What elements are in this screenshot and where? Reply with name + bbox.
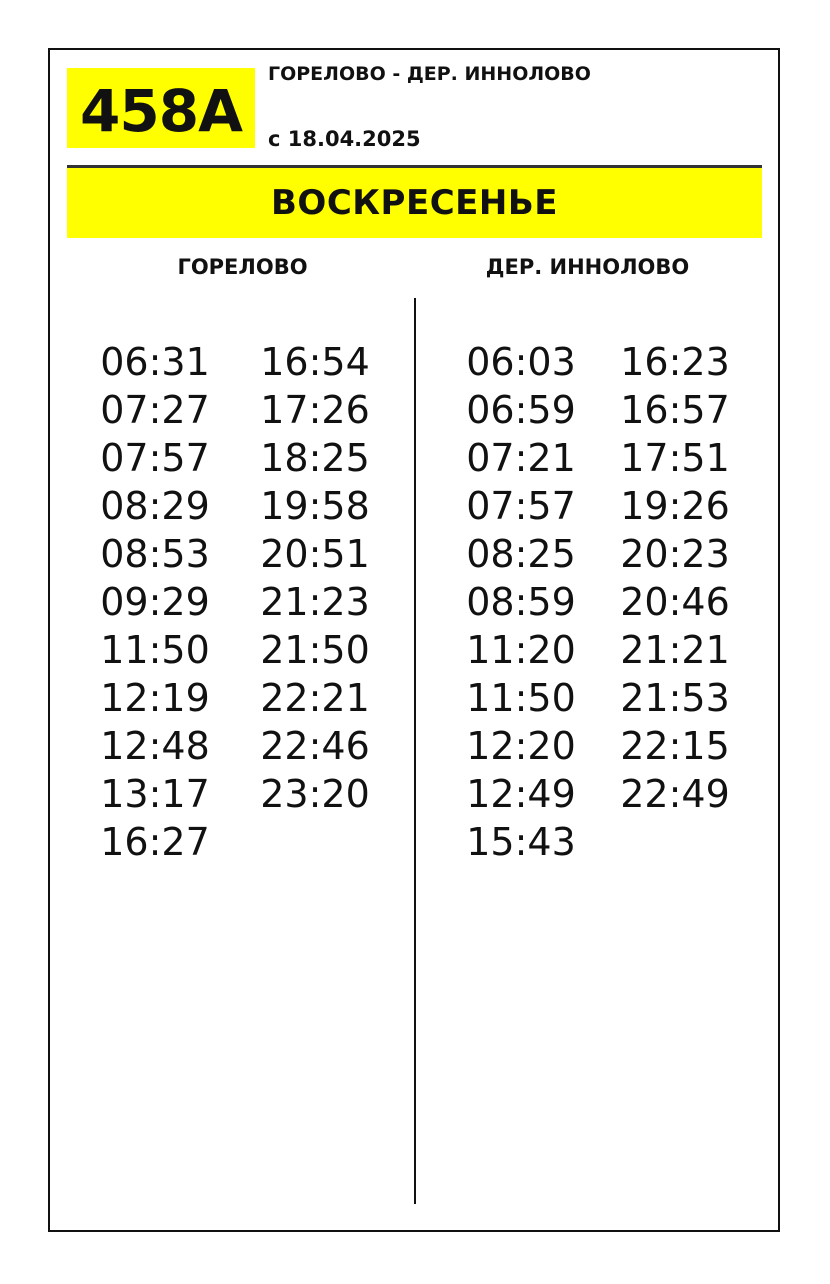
departure-time: 08:53 bbox=[100, 532, 210, 576]
departure-time: 17:51 bbox=[620, 436, 730, 480]
departure-time: 16:27 bbox=[100, 820, 210, 864]
departure-time: 11:50 bbox=[466, 676, 576, 720]
departure-time: 12:48 bbox=[100, 724, 210, 768]
departure-time: 22:49 bbox=[620, 772, 730, 816]
departure-time: 07:57 bbox=[466, 484, 576, 528]
times-gorelovo-column-2 bbox=[235, 338, 395, 818]
departure-time: 08:29 bbox=[100, 484, 210, 528]
departure-time: 22:46 bbox=[260, 724, 370, 768]
departure-time: 22:21 bbox=[260, 676, 370, 720]
departure-time: 16:54 bbox=[260, 340, 370, 384]
departure-time: 06:59 bbox=[466, 388, 576, 432]
departure-time: 12:19 bbox=[100, 676, 210, 720]
departure-time: 13:17 bbox=[100, 772, 210, 816]
departure-time: 21:21 bbox=[620, 628, 730, 672]
day-label: ВОСКРЕСЕНЬЕ bbox=[271, 183, 558, 223]
departure-time: 20:51 bbox=[260, 532, 370, 576]
direction-header-innolovo: ДЕР. ИННОЛОВО bbox=[485, 255, 690, 279]
departure-time: 21:23 bbox=[260, 580, 370, 624]
route-number: 458А bbox=[80, 77, 242, 145]
route-number-badge bbox=[67, 68, 255, 148]
departure-time: 23:20 bbox=[260, 772, 370, 816]
departure-time: 21:50 bbox=[260, 628, 370, 672]
departure-time: 20:23 bbox=[620, 532, 730, 576]
departure-time: 07:57 bbox=[100, 436, 210, 480]
valid-from-date: с 18.04.2025 bbox=[268, 127, 421, 151]
column-divider bbox=[414, 298, 416, 1204]
route-name: ГОРЕЛОВО - ДЕР. ИННОЛОВО bbox=[268, 63, 591, 85]
departure-time: 17:26 bbox=[260, 388, 370, 432]
departure-time: 07:27 bbox=[100, 388, 210, 432]
departure-time: 06:31 bbox=[100, 340, 210, 384]
departure-time: 21:53 bbox=[620, 676, 730, 720]
departure-time: 16:57 bbox=[620, 388, 730, 432]
departure-time: 11:50 bbox=[100, 628, 210, 672]
day-banner bbox=[67, 168, 762, 238]
departure-time: 20:46 bbox=[620, 580, 730, 624]
direction-header-gorelovo: ГОРЕЛОВО bbox=[177, 255, 308, 279]
departure-time: 19:58 bbox=[260, 484, 370, 528]
times-innolovo-column-2 bbox=[595, 338, 755, 818]
departure-time: 19:26 bbox=[620, 484, 730, 528]
departure-time: 15:43 bbox=[466, 820, 576, 864]
departure-time: 06:03 bbox=[466, 340, 576, 384]
departure-time: 18:25 bbox=[260, 436, 370, 480]
departure-time: 16:23 bbox=[620, 340, 730, 384]
times-gorelovo-column-1 bbox=[75, 338, 235, 866]
departure-time: 07:21 bbox=[466, 436, 576, 480]
times-innolovo-column-1 bbox=[441, 338, 601, 866]
departure-time: 09:29 bbox=[100, 580, 210, 624]
departure-time: 22:15 bbox=[620, 724, 730, 768]
departure-time: 12:49 bbox=[466, 772, 576, 816]
departure-time: 12:20 bbox=[466, 724, 576, 768]
departure-time: 11:20 bbox=[466, 628, 576, 672]
departure-time: 08:25 bbox=[466, 532, 576, 576]
departure-time: 08:59 bbox=[466, 580, 576, 624]
